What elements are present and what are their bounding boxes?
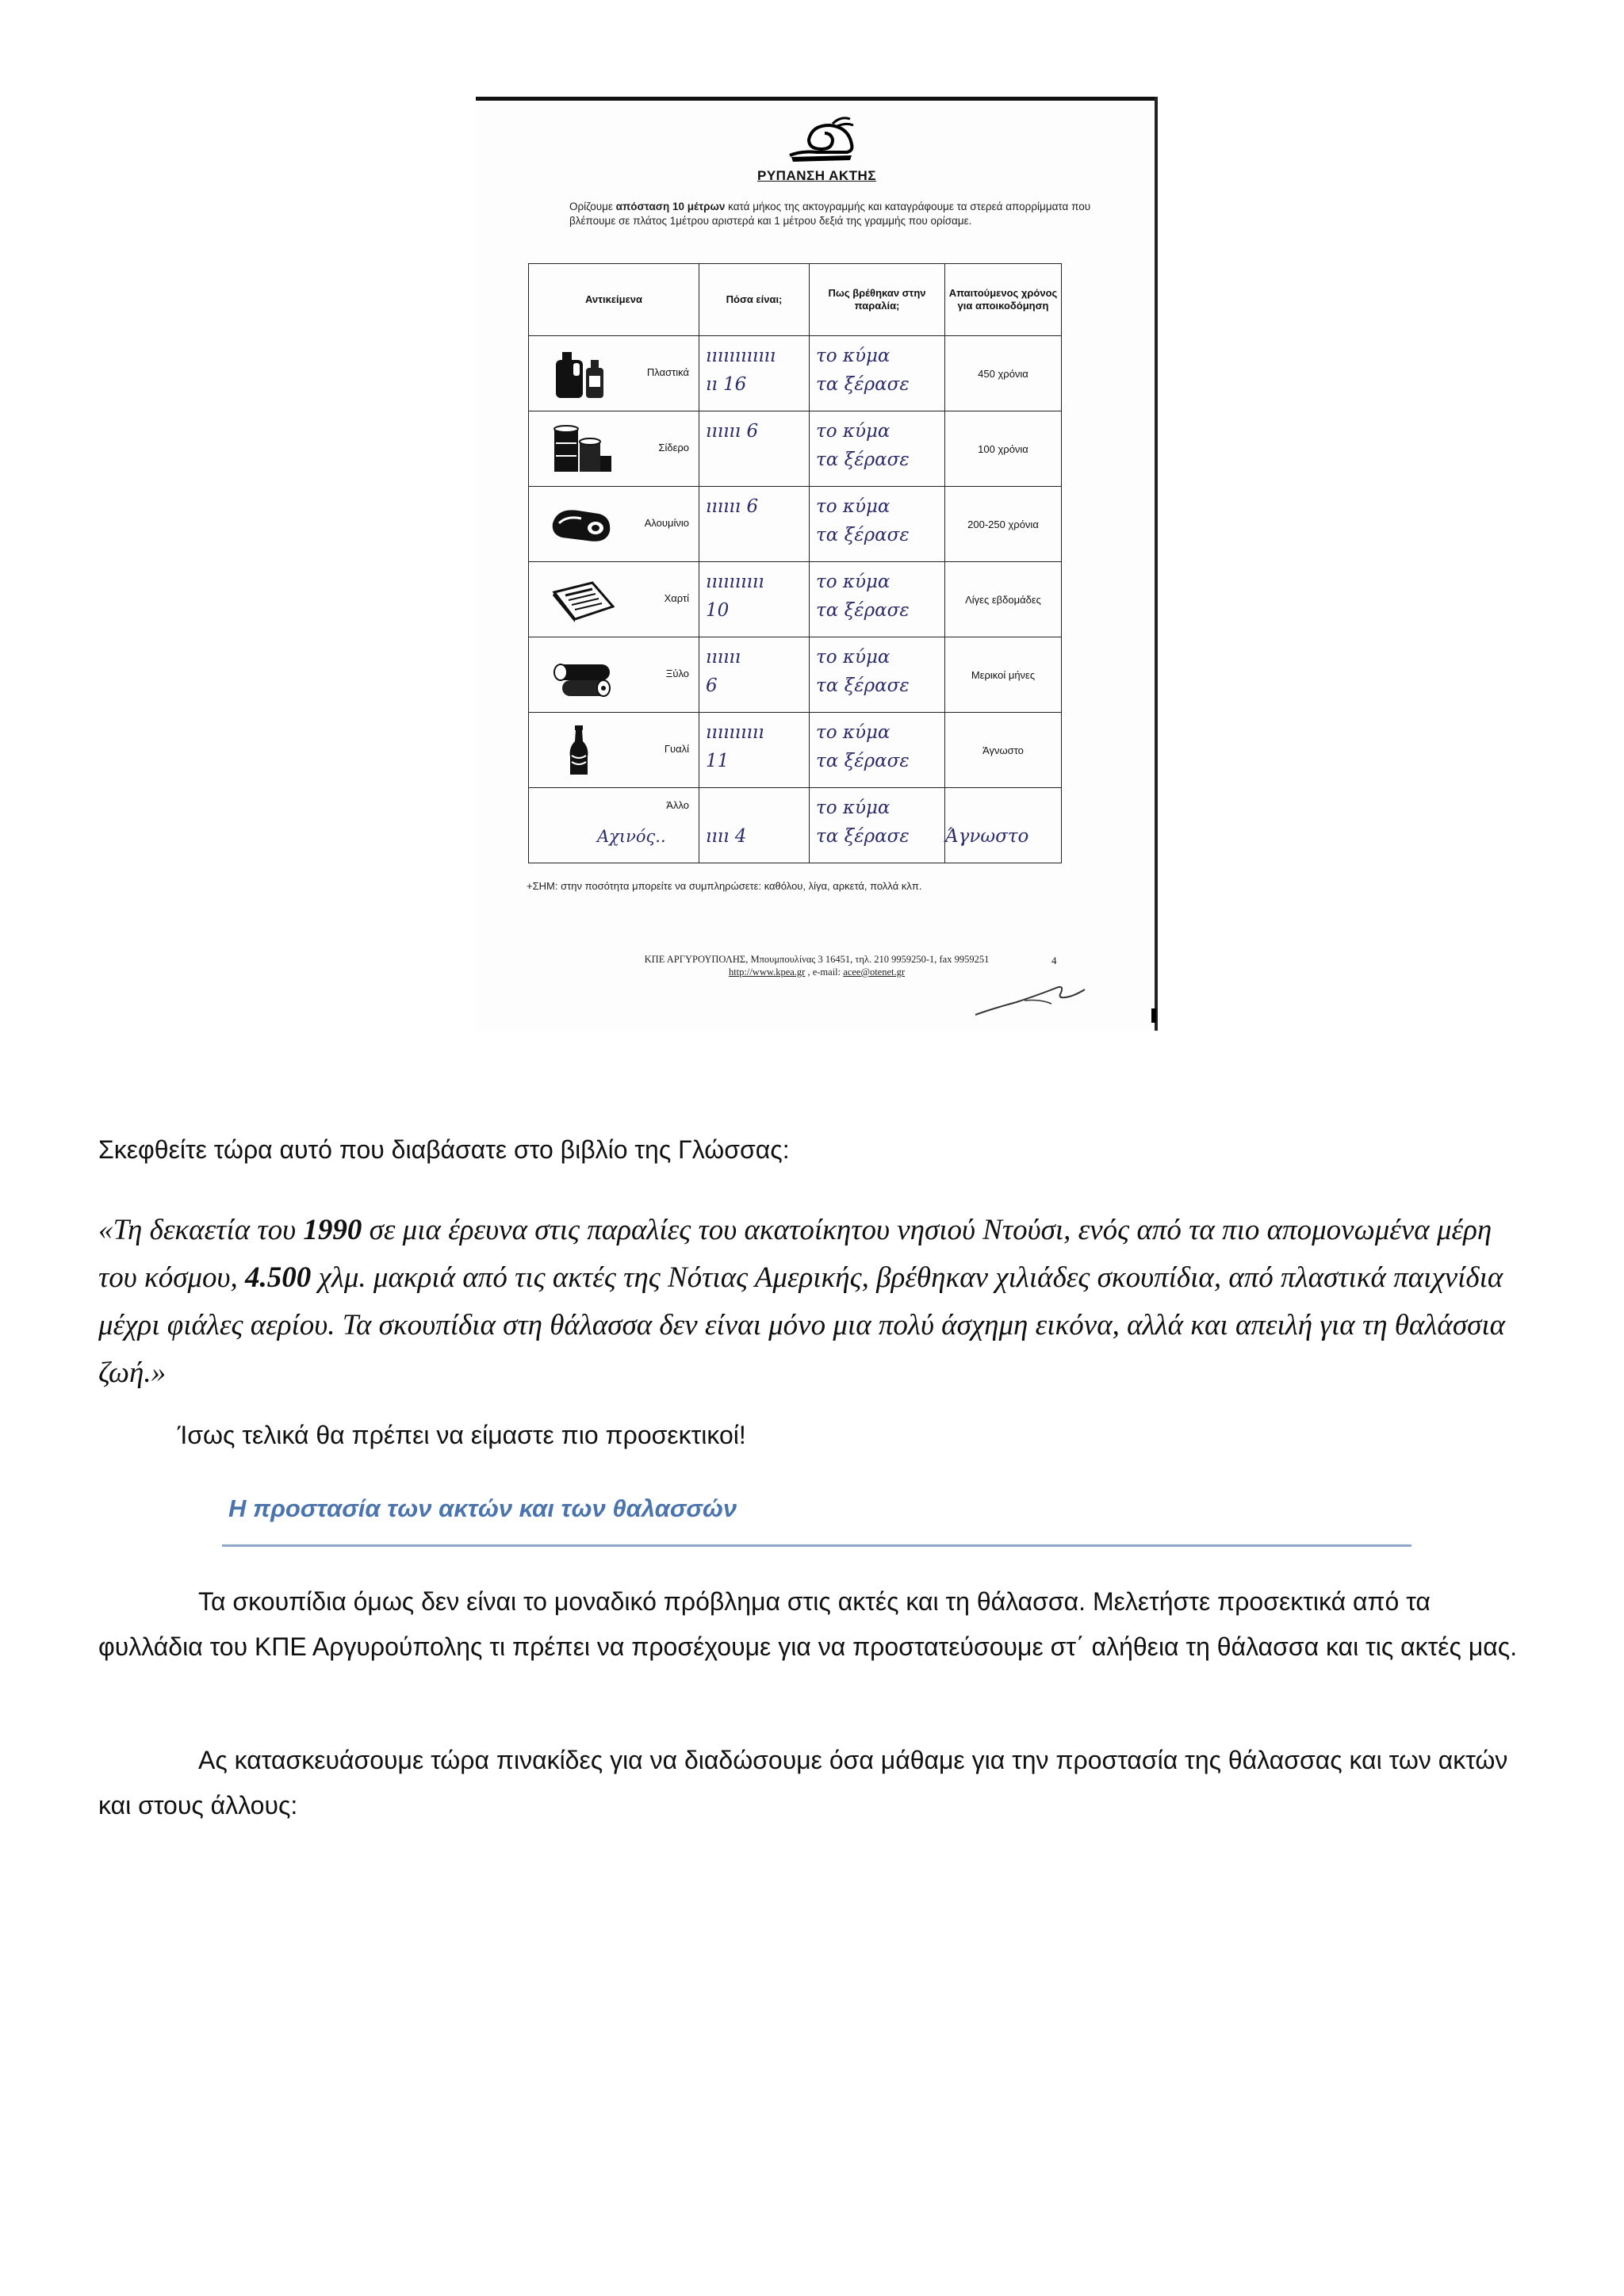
how-found-cell xyxy=(810,487,945,562)
footer-email-link: acee@otenet.gr xyxy=(843,966,906,978)
object-label: Άλλο xyxy=(666,799,689,811)
footer-email-label: , e-mail: xyxy=(805,966,844,978)
tally-marks: ıııııı 6 xyxy=(706,496,759,517)
object-cell xyxy=(529,637,699,713)
decomposition-time: 100 χρόνια xyxy=(945,411,1062,487)
object-cell xyxy=(529,411,699,487)
handwritten-answer: τα ξέρασε xyxy=(816,826,910,847)
footer-address: ΚΠΕ ΑΡΓΥΡΟΥΠΟΛΗΣ, Μπουμπουλίνας 3 16451, τηλ. 210 9959250-1, fax 9959251 xyxy=(644,954,990,965)
count-value: 10 xyxy=(706,600,730,621)
object-label: Αλουμίνιο xyxy=(644,517,689,529)
count-value: ıı 16 xyxy=(706,374,747,395)
decomposition-time: 450 χρόνια xyxy=(945,336,1062,411)
snail-logo-icon xyxy=(785,116,856,163)
handwritten-answer: τα ξέρασε xyxy=(816,600,910,621)
handwritten-answer: Άγνωστο xyxy=(945,826,1029,847)
handwritten-answer: το κύμα xyxy=(816,647,891,668)
handwritten-answer: τα ξέρασε xyxy=(816,525,910,545)
tally-marks: ıııııı 6 xyxy=(706,421,759,442)
count-cell xyxy=(699,788,810,863)
worksheet-instructions: Ορίζουμε απόσταση 10 μέτρων κατά μήκος της ακτογραμμής και καταγράφουμε τα στερεά απορρίμματα που βλέπουμε σε πλάτος 1μέτρου αριστερά και 1 μέτρου δεξιά της γραμμής που ορίσαμε. xyxy=(569,201,1091,227)
heading-divider xyxy=(222,1544,1411,1547)
footer-website-link: http://www.kpea.gr xyxy=(728,966,806,978)
count-cell xyxy=(699,562,810,637)
object-label: Χαρτί xyxy=(664,592,689,604)
handwritten-answer: τα ξέρασε xyxy=(816,751,910,771)
handwritten-answer: το κύμα xyxy=(816,421,891,442)
object-label: Ξύλο xyxy=(665,668,689,679)
how-found-cell xyxy=(810,336,945,411)
object-cell xyxy=(529,788,699,863)
object-label: Πλαστικά xyxy=(646,366,689,378)
header-how-found: Πως βρέθηκαν στην παραλία; xyxy=(810,264,945,336)
count-cell xyxy=(699,336,810,411)
object-cell xyxy=(529,336,699,411)
tally-marks: ıııııııııııı xyxy=(706,346,776,366)
scanned-worksheet xyxy=(476,97,1158,1031)
handwritten-answer: τα ξέρασε xyxy=(816,675,910,696)
decomposition-time: Άγνωστο xyxy=(945,713,1062,788)
handwritten-answer: το κύμα xyxy=(816,346,891,366)
table-row xyxy=(529,487,1062,562)
litter-table xyxy=(528,263,1062,863)
quote-paragraph: «Τη δεκαετία του 1990 σε μια έρευνα στις παραλίες του ακατοίκητου νησιού Ντούσι, ενός από τα πιο απομονωμένα μέρη του κόσμου, 4.500 χλμ. μακριά από τις ακτές της Νότιας Αμερικής, βρέθηκαν χιλιάδες σκουπίδια, από πλαστικά παιχνίδια μέχρι φιάλες αερίου. Τα σκουπίδια στη θάλασσα δεν είναι μόνο μια πολύ άσχημη εικόνα, αλλά και απειλή για τη θαλάσσια ζωή.» xyxy=(98,1214,1506,1389)
count-value: 6 xyxy=(706,675,718,696)
handwritten-answer: τα ξέρασε xyxy=(816,450,910,470)
how-found-cell xyxy=(810,637,945,713)
count-cell xyxy=(699,713,810,788)
count-value: 11 xyxy=(706,751,730,771)
handwritten-answer: το κύμα xyxy=(816,722,891,743)
count-cell xyxy=(699,411,810,487)
handwritten-object-name: Αχινός.. xyxy=(597,827,666,846)
how-found-cell xyxy=(810,411,945,487)
object-cell xyxy=(529,562,699,637)
count-cell xyxy=(699,487,810,562)
body-paragraph: Τα σκουπίδια όμως δεν είναι το μοναδικό πρόβλημα στις ακτές και τη θάλασσα. Μελετήστε προσεκτικά από τα φυλλάδια του ΚΠΕ Αργυρούπολης τι πρέπει να προσέχουμε για να προστατεύσουμε στ΄ αλήθεια τη θάλασσα και τις ακτές μας. xyxy=(98,1587,1518,1661)
how-found-cell xyxy=(810,788,945,863)
table-row xyxy=(529,411,1062,487)
table-row xyxy=(529,562,1062,637)
how-found-cell xyxy=(810,713,945,788)
tally-marks: ıııııııııı xyxy=(706,722,764,743)
newspaper-icon xyxy=(551,575,615,626)
table-header-row xyxy=(529,264,1062,336)
decomposition-time: Λίγες εβδομάδες xyxy=(945,562,1062,637)
worksheet-page-number: 4 xyxy=(1051,955,1057,966)
signature-scribble xyxy=(969,977,1088,1024)
count-cell xyxy=(699,637,810,713)
object-cell xyxy=(529,487,699,562)
glass-bottle-icon xyxy=(551,725,615,776)
header-objects: Αντικείμενα xyxy=(529,264,699,336)
object-label: Σίδερο xyxy=(658,442,689,453)
scan-edge-right xyxy=(1155,97,1158,1031)
intro-sentence: Σκεφθείτε τώρα αυτό που διαβάσατε στο βιβλίο της Γλώσσας: xyxy=(98,1135,790,1164)
decomposition-time: Μερικοί μήνες xyxy=(945,637,1062,713)
scan-edge-top xyxy=(476,97,1158,101)
table-row xyxy=(529,788,1062,863)
worksheet-title: ΡΥΠΑΝΣΗ ΑΚΤΗΣ xyxy=(757,168,876,183)
body-paragraph: Ας κατασκευάσουμε τώρα πινακίδες για να διαδώσουμε όσα μάθαμε για την προστασία της θάλασσας και των ακτών και στους άλλους: xyxy=(98,1746,1508,1820)
decomposition-time: 200-250 χρόνια xyxy=(945,487,1062,562)
foil-icon xyxy=(551,499,615,550)
reflection-sentence: Ίσως τελικά θα πρέπει να είμαστε πιο προσεκτικοί! xyxy=(178,1421,746,1449)
section-heading: Η προστασία των ακτών και των θαλασσών xyxy=(228,1494,737,1522)
bottles-icon xyxy=(551,349,615,400)
how-found-cell xyxy=(810,562,945,637)
handwritten-answer: τα ξέρασε xyxy=(816,374,910,395)
handwritten-answer: το κύμα xyxy=(816,496,891,517)
worksheet-note: +ΣΗΜ: στην ποσότητα μπορείτε να συμπληρώσετε: καθόλου, λίγα, αρκετά, πολλά κλπ. xyxy=(527,880,922,892)
table-row xyxy=(529,637,1062,713)
handwritten-answer: το κύμα xyxy=(816,572,891,592)
header-decomposition-time: Απαιτούμενος χρόνος για αποικοδόμηση xyxy=(945,264,1062,336)
tally-marks: ıııı 4 xyxy=(706,826,747,847)
logs-icon xyxy=(551,650,615,701)
header-count: Πόσα είναι; xyxy=(699,264,810,336)
decomposition-time-cell xyxy=(945,788,1062,863)
tally-marks: ıııııı xyxy=(706,647,741,668)
handwritten-answer: το κύμα xyxy=(816,798,891,818)
scan-edge-mark xyxy=(1151,1008,1156,1023)
object-cell xyxy=(529,713,699,788)
tally-marks: ıııııııııı xyxy=(706,572,764,592)
table-row xyxy=(529,336,1062,411)
cans-icon xyxy=(551,424,615,475)
table-row xyxy=(529,713,1062,788)
object-label: Γυαλί xyxy=(664,743,689,755)
